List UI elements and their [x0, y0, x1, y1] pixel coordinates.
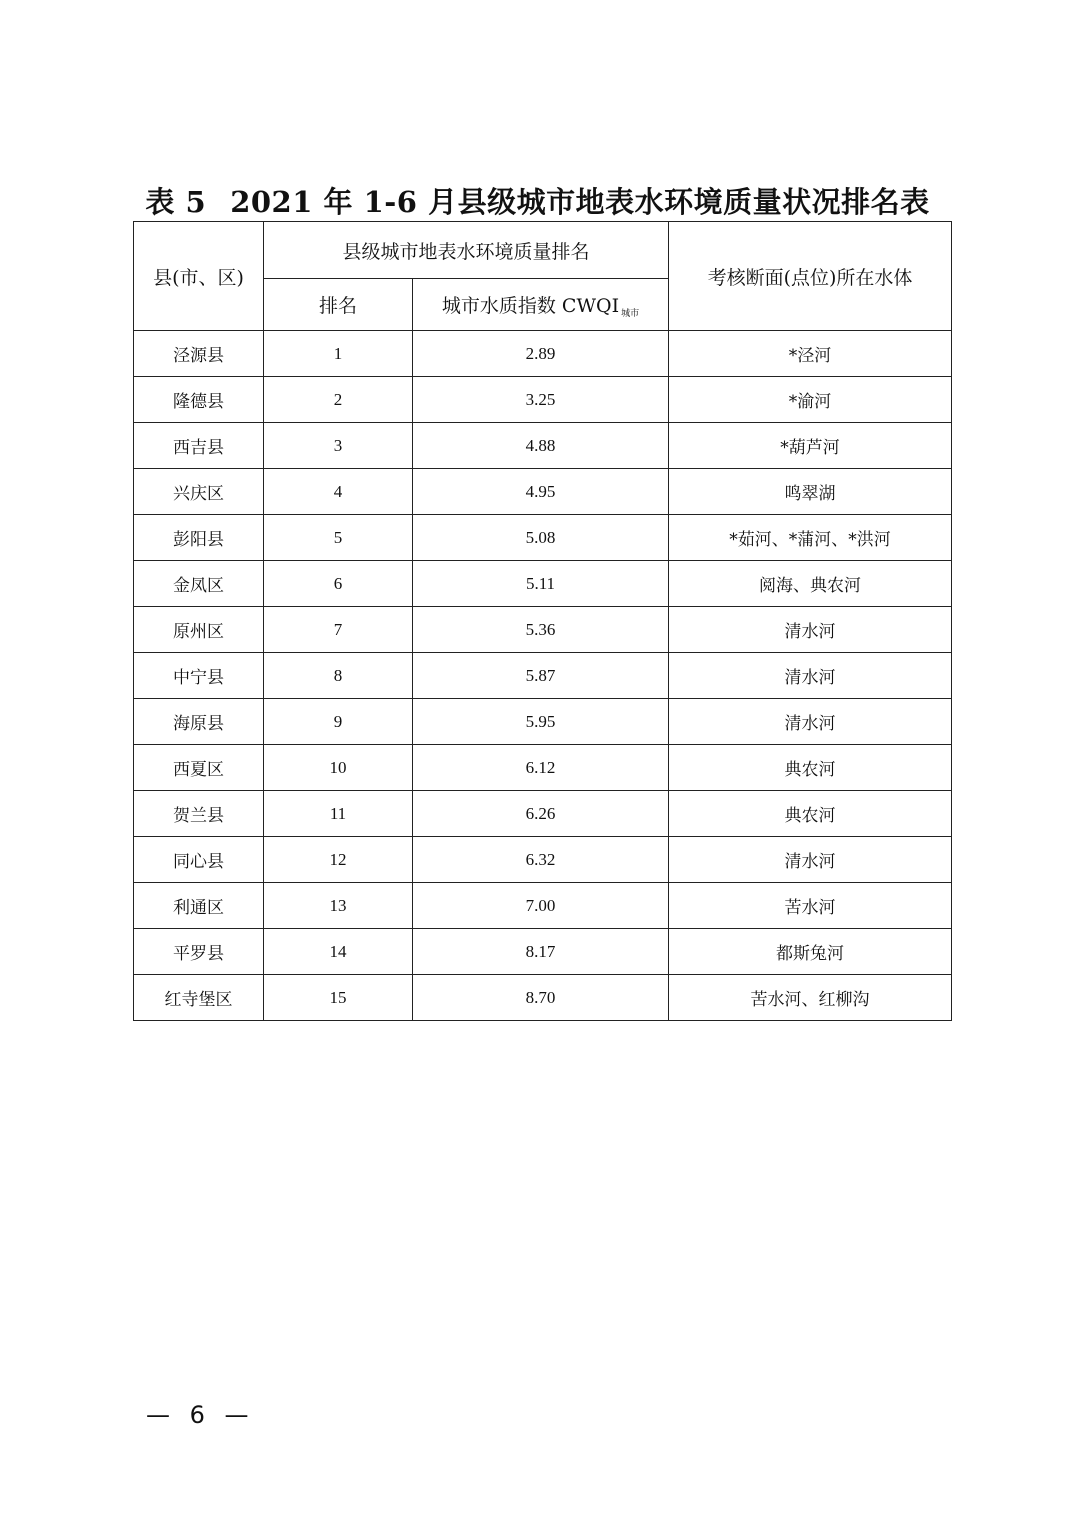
cell-rank: 3 — [264, 423, 413, 469]
table-row — [134, 423, 952, 469]
cell-county: 同心县 — [134, 837, 264, 883]
cell-water-body: 清水河 — [669, 699, 952, 745]
header-rank: 排名 — [264, 279, 413, 331]
cell-water-body: *泾河 — [669, 331, 952, 377]
header-row-1 — [134, 222, 952, 279]
cell-county: 中宁县 — [134, 653, 264, 699]
cell-cwqi: 8.17 — [413, 929, 669, 975]
cell-rank: 13 — [264, 883, 413, 929]
table-row — [134, 653, 952, 699]
cell-county: 西夏区 — [134, 745, 264, 791]
header-cwqi — [413, 279, 669, 331]
cell-county: 贺兰县 — [134, 791, 264, 837]
cell-cwqi: 5.11 — [413, 561, 669, 607]
cell-water-body: *茹河、*蒲河、*洪河 — [669, 515, 952, 561]
table-body — [134, 331, 952, 1021]
cell-county: 隆德县 — [134, 377, 264, 423]
cell-rank: 4 — [264, 469, 413, 515]
cell-cwqi: 6.12 — [413, 745, 669, 791]
table-row — [134, 561, 952, 607]
cell-rank: 9 — [264, 699, 413, 745]
table-row — [134, 607, 952, 653]
header-county: 县(市、区) — [134, 222, 264, 331]
cell-water-body: 阅海、典农河 — [669, 561, 952, 607]
table-row — [134, 975, 952, 1021]
cell-county: 西吉县 — [134, 423, 264, 469]
cell-water-body: 清水河 — [669, 653, 952, 699]
cell-water-body: 清水河 — [669, 607, 952, 653]
cell-county: 兴庆区 — [134, 469, 264, 515]
cell-rank: 14 — [264, 929, 413, 975]
cell-cwqi: 2.89 — [413, 331, 669, 377]
cell-county: 海原县 — [134, 699, 264, 745]
cell-water-body: 苦水河、红柳沟 — [669, 975, 952, 1021]
table-row — [134, 469, 952, 515]
cell-water-body: 都斯兔河 — [669, 929, 952, 975]
cell-county: 泾源县 — [134, 331, 264, 377]
cell-cwqi: 7.00 — [413, 883, 669, 929]
cell-rank: 11 — [264, 791, 413, 837]
table-row — [134, 883, 952, 929]
cell-water-body: 苦水河 — [669, 883, 952, 929]
cell-cwqi: 5.87 — [413, 653, 669, 699]
page-number: — 6 — — [146, 1401, 255, 1429]
header-cwqi-subscript: 城市 — [621, 308, 640, 319]
ranking-table — [133, 221, 952, 1021]
cell-water-body: 典农河 — [669, 745, 952, 791]
cell-cwqi: 5.36 — [413, 607, 669, 653]
table-caption: 2021 年 1-6 月县级城市地表水环境质量状况排名表 — [230, 185, 930, 219]
cell-water-body: 清水河 — [669, 837, 952, 883]
cell-county: 金凤区 — [134, 561, 264, 607]
cell-cwqi: 6.32 — [413, 837, 669, 883]
cell-county: 彭阳县 — [134, 515, 264, 561]
header-ranking-group: 县级城市地表水环境质量排名 — [264, 222, 669, 279]
table-title — [0, 182, 1075, 222]
cell-rank: 1 — [264, 331, 413, 377]
cell-county: 红寺堡区 — [134, 975, 264, 1021]
table-row — [134, 699, 952, 745]
table-row — [134, 331, 952, 377]
cell-cwqi: 8.70 — [413, 975, 669, 1021]
cell-rank: 2 — [264, 377, 413, 423]
table-row — [134, 377, 952, 423]
cell-cwqi: 6.26 — [413, 791, 669, 837]
cell-water-body: 典农河 — [669, 791, 952, 837]
cell-rank: 12 — [264, 837, 413, 883]
cell-cwqi: 4.88 — [413, 423, 669, 469]
table-row — [134, 515, 952, 561]
table-number: 表 5 — [145, 185, 207, 219]
cell-county: 利通区 — [134, 883, 264, 929]
cell-rank: 10 — [264, 745, 413, 791]
cell-county: 原州区 — [134, 607, 264, 653]
cell-rank: 8 — [264, 653, 413, 699]
cell-rank: 7 — [264, 607, 413, 653]
table-row — [134, 791, 952, 837]
table-row — [134, 837, 952, 883]
cell-county: 平罗县 — [134, 929, 264, 975]
cell-cwqi: 5.95 — [413, 699, 669, 745]
cell-water-body: *渝河 — [669, 377, 952, 423]
cell-rank: 6 — [264, 561, 413, 607]
header-water-body: 考核断面(点位)所在水体 — [669, 222, 952, 331]
table-row — [134, 745, 952, 791]
cell-cwqi: 3.25 — [413, 377, 669, 423]
cell-rank: 15 — [264, 975, 413, 1021]
cell-cwqi: 4.95 — [413, 469, 669, 515]
cell-water-body: *葫芦河 — [669, 423, 952, 469]
cell-water-body: 鸣翠湖 — [669, 469, 952, 515]
table-row — [134, 929, 952, 975]
header-cwqi-label: 城市水质指数 CWQI — [441, 294, 620, 317]
cell-cwqi: 5.08 — [413, 515, 669, 561]
cell-rank: 5 — [264, 515, 413, 561]
